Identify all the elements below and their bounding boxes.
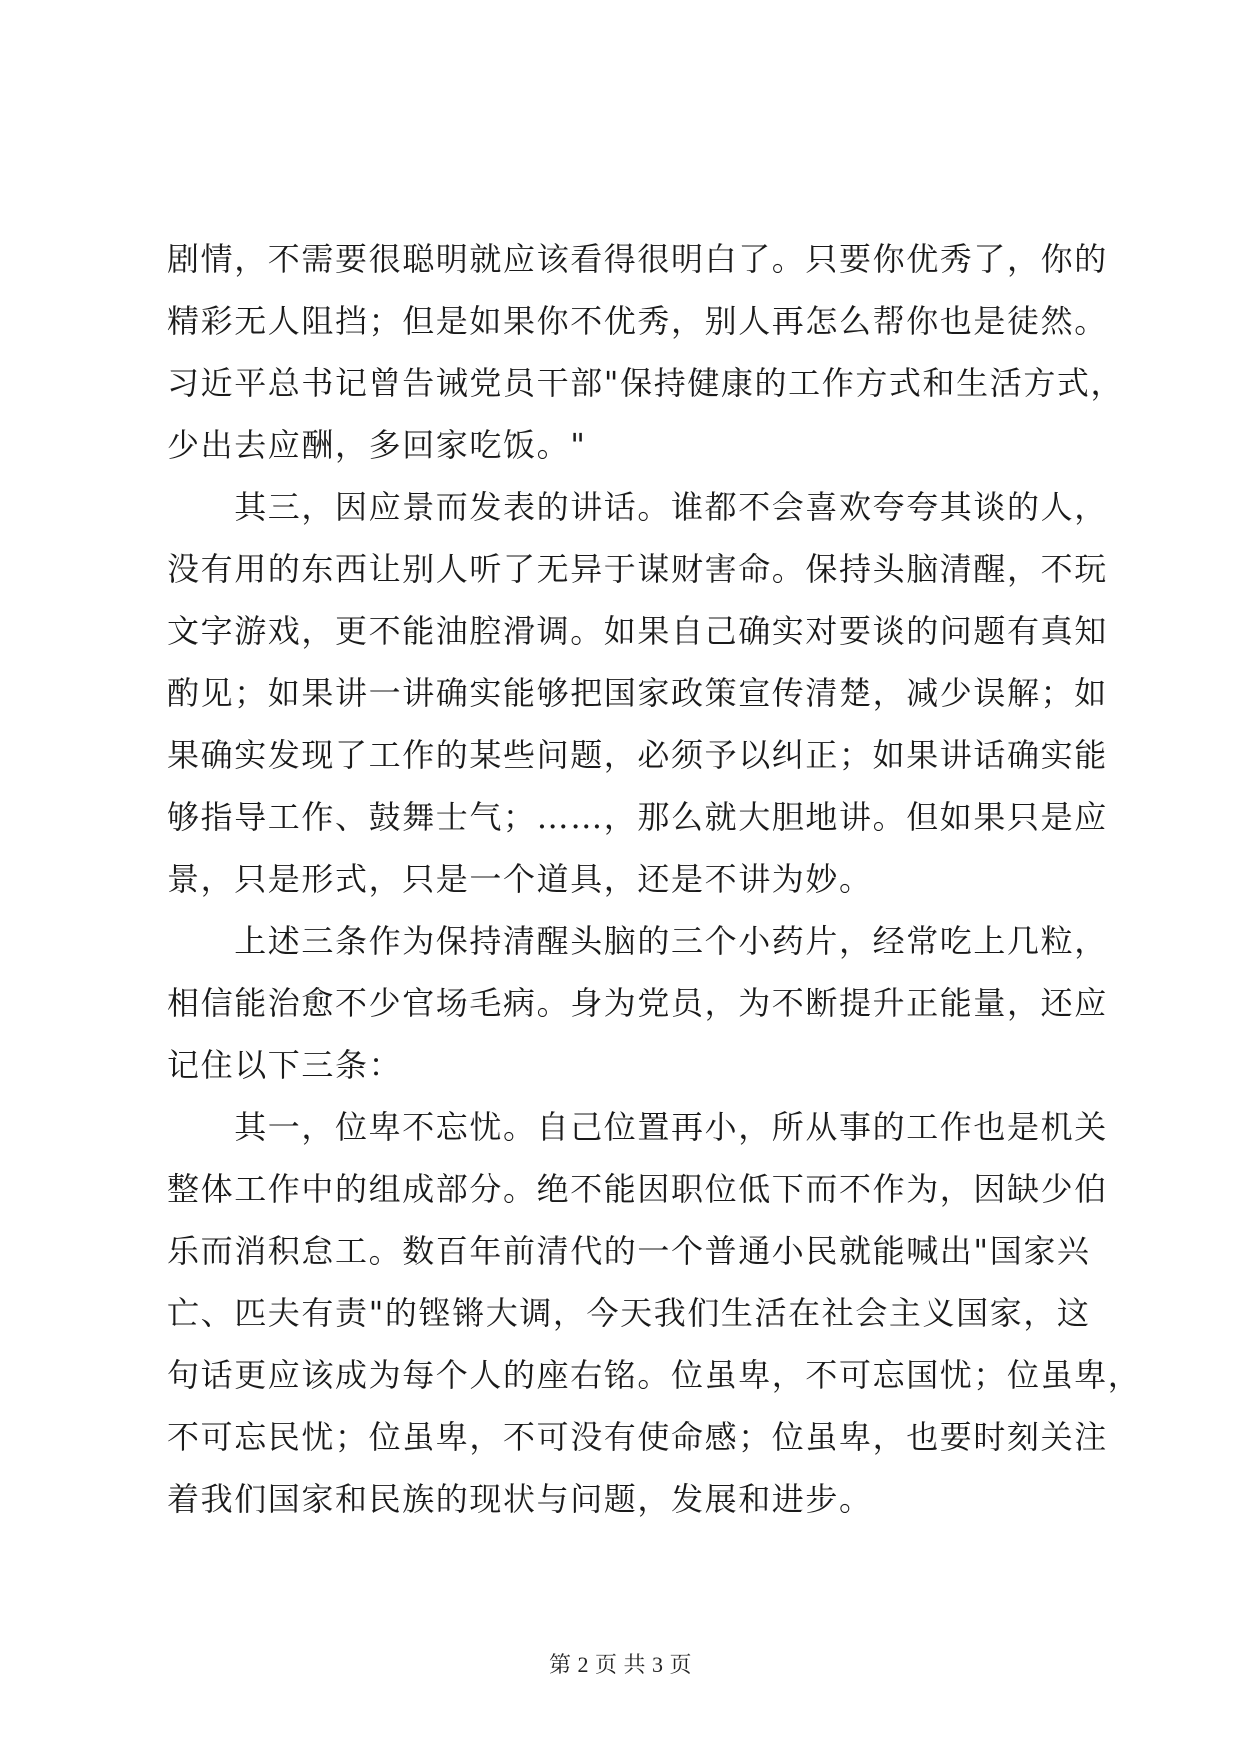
- text-line: 够指导工作、鼓舞士气；……，那么就大胆地讲。但如果只是应: [167, 798, 1108, 836]
- text-line: 相信能治愈不少官场毛病。身为党员，为不断提升正能量，还应: [167, 984, 1108, 1022]
- text-line: 剧情，不需要很聪明就应该看得很明白了。只要你优秀了，你的: [167, 240, 1108, 278]
- text-line: 着我们国家和民族的现状与问题，发展和进步。: [167, 1480, 873, 1518]
- text-line: 少出去应酬，多回家吃饭。": [167, 426, 587, 464]
- text-line: 乐而消积怠工。数百年前清代的一个普通小民就能喊出"国家兴: [167, 1232, 1091, 1270]
- text-line: 精彩无人阻挡；但是如果你不优秀，别人再怎么帮你也是徒然。: [167, 302, 1108, 340]
- text-line: 果确实发现了工作的某些问题，必须予以纠正；如果讲话确实能: [167, 736, 1108, 774]
- text-line: 整体工作中的组成部分。绝不能因职位低下而不作为，因缺少伯: [167, 1170, 1108, 1208]
- text-line: 不可忘民忧；位虽卑，不可没有使命感；位虽卑，也要时刻关注: [167, 1418, 1108, 1456]
- text-line: 酌见；如果讲一讲确实能够把国家政策宣传清楚，减少误解；如: [167, 674, 1108, 712]
- page-number-footer: 第 2 页 共 3 页: [548, 1652, 692, 1677]
- text-line: 习近平总书记曾告诫党员干部"保持健康的工作方式和生活方式，: [167, 364, 1125, 402]
- text-line: 记住以下三条：: [167, 1046, 403, 1084]
- text-line: 其一，位卑不忘忧。自己位置再小，所从事的工作也是机关: [167, 1108, 1108, 1146]
- text-line: 没有用的东西让别人听了无异于谋财害命。保持头脑清醒，不玩: [167, 550, 1108, 588]
- document-body: [167, 228, 1142, 1530]
- text-line: 上述三条作为保持清醒头脑的三个小药片，经常吃上几粒，: [167, 922, 1108, 960]
- text-line: 亡、匹夫有责"的铿锵大调，今天我们生活在社会主义国家，这: [167, 1294, 1091, 1332]
- text-line: 文字游戏，更不能油腔滑调。如果自己确实对要谈的问题有真知: [167, 612, 1108, 650]
- text-line: 景，只是形式，只是一个道具，还是不讲为妙。: [167, 860, 873, 898]
- text-line: 句话更应该成为每个人的座右铭。位虽卑，不可忘国忧；位虽卑，: [167, 1356, 1142, 1394]
- text-line: 其三，因应景而发表的讲话。谁都不会喜欢夸夸其谈的人，: [167, 488, 1108, 526]
